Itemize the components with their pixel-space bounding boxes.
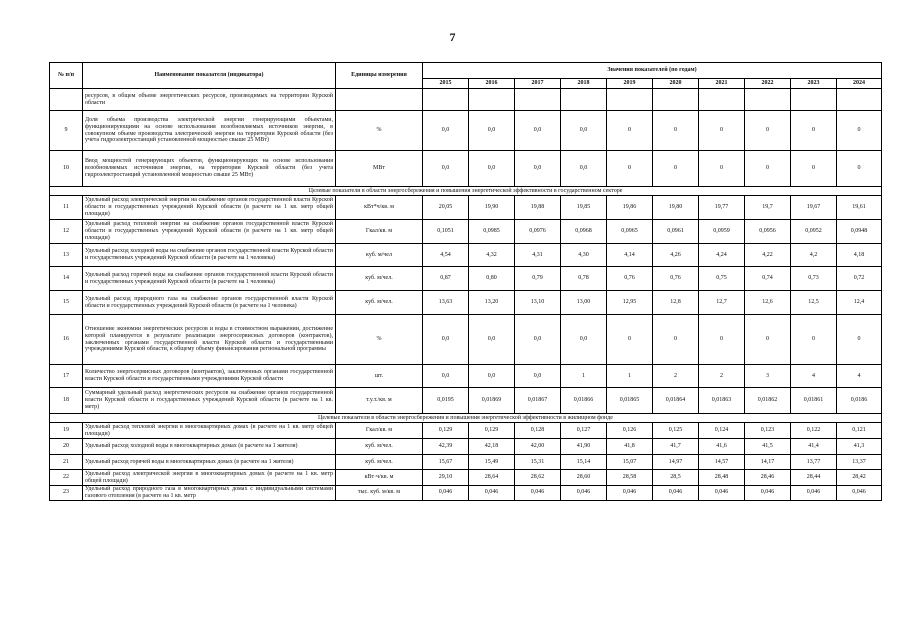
value-cell: 19,61 (837, 196, 882, 220)
table-row (50, 439, 882, 455)
row-number: 17 (50, 365, 83, 388)
value-cell: 19,67 (791, 196, 837, 220)
value-cell: 19,7 (745, 196, 791, 220)
unit-cell: куб. м/чел. (336, 439, 423, 455)
unit-cell: % (336, 315, 423, 365)
row-number: 13 (50, 244, 83, 267)
value-cell: 19,77 (699, 196, 745, 220)
row-number: 9 (50, 111, 83, 151)
indicators-table (49, 62, 882, 501)
value-cell: 0,046 (607, 486, 653, 501)
indicator-name: Доля объема производства электрической энергии генерирующими объектами, функционирующими на основе использования возобновляемых источников энергии, в совокупном объеме производства электрической энергии на территории Курской области (без учета гидроэлектростанций установленной мощностью свыше 25 МВт) (83, 111, 336, 151)
value-cell: 0 (837, 111, 882, 151)
unit-cell: куб. м/чел. (336, 267, 423, 291)
value-cell: 0 (653, 111, 699, 151)
value-cell (745, 89, 791, 111)
value-cell: 0,046 (699, 486, 745, 501)
unit-cell: куб. м/чел. (336, 455, 423, 470)
value-cell: 0,122 (791, 423, 837, 439)
value-cell: 20,05 (423, 196, 469, 220)
section-row (50, 187, 882, 196)
value-cell: 0 (607, 315, 653, 365)
value-cell: 41,4 (791, 439, 837, 455)
row-number: 21 (50, 455, 83, 470)
value-cell: 0,0 (515, 365, 561, 388)
value-cell: 41,5 (745, 439, 791, 455)
value-cell (469, 89, 515, 111)
value-cell: 0,0 (469, 111, 515, 151)
value-cell: 0 (791, 151, 837, 187)
value-cell: 12,6 (745, 291, 791, 315)
value-cell: 0,125 (653, 423, 699, 439)
value-cell: 0 (745, 151, 791, 187)
value-cell: 0,72 (837, 267, 882, 291)
table-row (50, 291, 882, 315)
unit-cell: кВт*ч/кв. м (336, 196, 423, 220)
table-row (50, 111, 882, 151)
value-cell: 0,127 (561, 423, 607, 439)
value-cell: 4,31 (515, 244, 561, 267)
indicator-name: Удельный расход электрической энергии в многоквартирных домах (в расчете на 1 кв. метр общей площади) (83, 470, 336, 486)
indicator-name: Отношение экономии энергетических ресурсов и воды в стоимостном выражении, достижение которой планируется в результате реализации энергосервисных договоров (контрактов), заключенных органами государственной власти Курской области и государственными учреждениями Курской области, к общему объему финансирования региональной программы (83, 315, 336, 365)
unit-cell: т.у.т./кв. м (336, 388, 423, 414)
value-cell: 15,14 (561, 455, 607, 470)
value-cell: 41,90 (561, 439, 607, 455)
value-cell: 0,0 (515, 111, 561, 151)
value-cell: 4,14 (607, 244, 653, 267)
row-number (50, 89, 83, 111)
value-cell: 0,0 (469, 365, 515, 388)
row-number: 23 (50, 486, 83, 501)
value-cell: 0,129 (469, 423, 515, 439)
row-number: 14 (50, 267, 83, 291)
indicator-name: Удельный расход тепловой энергии на снабжение органов государственной власти Курской области и государственных учреждений Курской области (в расчете на 1 кв. метр общей площади) (83, 220, 336, 244)
table-row (50, 244, 882, 267)
value-cell (653, 89, 699, 111)
value-cell: 0,0195 (423, 388, 469, 414)
value-cell (699, 89, 745, 111)
header-values: Значения показателей (по годам) (423, 63, 882, 79)
value-cell: 42,39 (423, 439, 469, 455)
row-number: 12 (50, 220, 83, 244)
value-cell: 0,0956 (745, 220, 791, 244)
value-cell (515, 89, 561, 111)
section-title: Целевые показатели в области энергосбережения и повышения энергетической эффективности в государственном секторе (50, 187, 882, 196)
value-cell: 0,0 (469, 315, 515, 365)
value-cell: 28,58 (607, 470, 653, 486)
value-cell: 4,22 (745, 244, 791, 267)
value-cell: 41,7 (653, 439, 699, 455)
indicator-name: Удельный расход горячей воды на снабжение органов государственной власти Курской области и государственных учреждений Курской области (в расчете на 1 человека) (83, 267, 336, 291)
value-cell: 0,80 (469, 267, 515, 291)
value-cell: 0,01864 (653, 388, 699, 414)
value-cell: 0,0959 (699, 220, 745, 244)
value-cell: 0 (745, 315, 791, 365)
value-cell: 0 (607, 111, 653, 151)
value-cell: 0,01866 (561, 388, 607, 414)
value-cell: 15,31 (515, 455, 561, 470)
section-title: Целевые показатели в области энергосбережения и повышения энергетической эффективности в жилищном фонде (50, 414, 882, 423)
table-row (50, 151, 882, 187)
header-year: 2017 (515, 79, 561, 89)
value-cell: 0 (791, 315, 837, 365)
value-cell: 4,30 (561, 244, 607, 267)
value-cell: 0,046 (423, 486, 469, 501)
indicator-name: Удельный расход природного газа на снабжение органов государственной власти Курской области и государственных учреждений Курской области (в расчете на 1 человека) (83, 291, 336, 315)
header-year: 2024 (837, 79, 882, 89)
row-number: 15 (50, 291, 83, 315)
header-unit: Единицы измерения (336, 63, 423, 89)
unit-cell: Гкал/кв. м (336, 423, 423, 439)
header-name: Наименование показателя (индикатора) (83, 63, 336, 89)
value-cell: 0 (699, 111, 745, 151)
value-cell: 13,10 (515, 291, 561, 315)
value-cell: 0 (607, 151, 653, 187)
indicator-name: Удельный расход электрической энергии на снабжение органов государственной власти Курской области и государственных учреждений Курской области (в расчете на 1 кв. метр общей площади) (83, 196, 336, 220)
value-cell: 0,124 (699, 423, 745, 439)
value-cell: 0 (699, 151, 745, 187)
table-body (50, 89, 882, 501)
table-row (50, 423, 882, 439)
value-cell: 4 (791, 365, 837, 388)
value-cell: 0,79 (515, 267, 561, 291)
value-cell: 0,01861 (791, 388, 837, 414)
value-cell: 0,0 (515, 315, 561, 365)
unit-cell: тыс. куб. м/кв. м (336, 486, 423, 501)
section-row (50, 414, 882, 423)
value-cell: 0 (791, 111, 837, 151)
table-row (50, 455, 882, 470)
header-year: 2015 (423, 79, 469, 89)
value-cell: 28,42 (837, 470, 882, 486)
value-cell: 0,0976 (515, 220, 561, 244)
value-cell: 3 (745, 365, 791, 388)
value-cell: 41,8 (607, 439, 653, 455)
value-cell: 0,046 (791, 486, 837, 501)
value-cell: 19,90 (469, 196, 515, 220)
indicator-name: Удельный расход холодной воды на снабжение органов государственной власти Курской области и государственных учреждений Курской области (в расчете на 1 человека) (83, 244, 336, 267)
unit-cell (336, 89, 423, 111)
value-cell: 0 (837, 151, 882, 187)
value-cell: 0 (653, 151, 699, 187)
table-row (50, 486, 882, 501)
value-cell: 2 (699, 365, 745, 388)
value-cell: 0,01869 (469, 388, 515, 414)
value-cell: 0 (653, 315, 699, 365)
value-cell (607, 89, 653, 111)
value-cell: 0,01867 (515, 388, 561, 414)
header-year: 2020 (653, 79, 699, 89)
value-cell (791, 89, 837, 111)
value-cell: 4,2 (791, 244, 837, 267)
value-cell: 0,046 (561, 486, 607, 501)
value-cell: 0,129 (423, 423, 469, 439)
unit-cell: МВт (336, 151, 423, 187)
header-year: 2016 (469, 79, 515, 89)
value-cell: 0,01863 (699, 388, 745, 414)
value-cell: 0,0 (423, 151, 469, 187)
value-cell: 13,77 (791, 455, 837, 470)
value-cell: 28,44 (791, 470, 837, 486)
indicator-name: Удельный расход природного газа в многоквартирных домах с индивидуальными системами газового отопления (в расчете на 1 кв. метр (83, 486, 336, 501)
unit-cell: % (336, 111, 423, 151)
value-cell: 0,0985 (469, 220, 515, 244)
unit-cell: Гкал/кв. м (336, 220, 423, 244)
value-cell: 13,00 (561, 291, 607, 315)
value-cell: 0,76 (653, 267, 699, 291)
table-header (50, 63, 882, 89)
value-cell: 0,01865 (607, 388, 653, 414)
value-cell: 28,64 (469, 470, 515, 486)
value-cell: 14,57 (699, 455, 745, 470)
header-year: 2018 (561, 79, 607, 89)
value-cell: 0,0 (423, 111, 469, 151)
row-number: 10 (50, 151, 83, 187)
value-cell: 28,48 (699, 470, 745, 486)
table-row (50, 267, 882, 291)
header-year: 2022 (745, 79, 791, 89)
value-cell: 4,26 (653, 244, 699, 267)
value-cell: 0,73 (791, 267, 837, 291)
value-cell: 28,62 (515, 470, 561, 486)
table-row (50, 365, 882, 388)
value-cell: 0,0 (561, 111, 607, 151)
value-cell: 0,78 (561, 267, 607, 291)
value-cell: 4,24 (699, 244, 745, 267)
value-cell: 19,88 (515, 196, 561, 220)
value-cell: 4 (837, 365, 882, 388)
value-cell: 0,046 (745, 486, 791, 501)
row-number: 18 (50, 388, 83, 414)
value-cell: 0,0 (561, 151, 607, 187)
value-cell: 13,20 (469, 291, 515, 315)
indicator-name: Количество энергосервисных договоров (контрактов), заключенных органами государственной власти Курской области и государственными учреждениями Курской области (83, 365, 336, 388)
table-row (50, 470, 882, 486)
value-cell (423, 89, 469, 111)
value-cell: 28,60 (561, 470, 607, 486)
value-cell: 0,126 (607, 423, 653, 439)
value-cell (561, 89, 607, 111)
indicator-name: Удельный расход тепловой энергии в многоквартирных домах (в расчете на 1 кв. метр общей площади) (83, 423, 336, 439)
value-cell (837, 89, 882, 111)
value-cell: 0,046 (515, 486, 561, 501)
value-cell: 14,97 (653, 455, 699, 470)
value-cell: 28,5 (653, 470, 699, 486)
value-cell: 14,17 (745, 455, 791, 470)
value-cell: 12,95 (607, 291, 653, 315)
value-cell: 41,3 (837, 439, 882, 455)
value-cell: 0,0 (423, 315, 469, 365)
row-number: 16 (50, 315, 83, 365)
table-row (50, 196, 882, 220)
value-cell: 0,121 (837, 423, 882, 439)
indicator-name: Удельный расход холодной воды в многоквартирных домах (в расчете на 1 жителя) (83, 439, 336, 455)
value-cell: 0,75 (699, 267, 745, 291)
header-year: 2021 (699, 79, 745, 89)
value-cell: 0,0948 (837, 220, 882, 244)
value-cell: 15,49 (469, 455, 515, 470)
value-cell: 0,0 (561, 315, 607, 365)
value-cell: 1 (561, 365, 607, 388)
value-cell: 19,86 (607, 196, 653, 220)
value-cell: 0,01862 (745, 388, 791, 414)
value-cell: 29,10 (423, 470, 469, 486)
indicator-name: Удельный расход горячей воды в многоквартирных домах (в расчете на 1 жителя) (83, 455, 336, 470)
row-number: 22 (50, 470, 83, 486)
table-row (50, 315, 882, 365)
unit-cell: кВт·ч/кв. м (336, 470, 423, 486)
value-cell: 13,37 (837, 455, 882, 470)
value-cell: 12,8 (653, 291, 699, 315)
value-cell: 0,1051 (423, 220, 469, 244)
value-cell: 0,0 (515, 151, 561, 187)
value-cell: 0,0965 (607, 220, 653, 244)
value-cell: 41,6 (699, 439, 745, 455)
value-cell: 12,5 (791, 291, 837, 315)
value-cell: 15,07 (607, 455, 653, 470)
value-cell: 0,046 (837, 486, 882, 501)
value-cell: 13,63 (423, 291, 469, 315)
value-cell: 0,123 (745, 423, 791, 439)
table-row (50, 388, 882, 414)
header-num: № п/п (50, 63, 83, 89)
header-year: 2023 (791, 79, 837, 89)
row-number: 11 (50, 196, 83, 220)
unit-cell: куб. м/чел (336, 244, 423, 267)
value-cell: 0,046 (469, 486, 515, 501)
indicator-name: Ввод мощностей генерирующих объектов, функционирующих на основе использования возобновляемых источников энергии, на территории Курской области (без учета гидроэлектростанций установленной мощностью свыше 25 МВт) (83, 151, 336, 187)
value-cell: 0 (837, 315, 882, 365)
page-number: 7 (449, 30, 456, 44)
value-cell: 12,7 (699, 291, 745, 315)
value-cell: 19,85 (561, 196, 607, 220)
value-cell: 0,0952 (791, 220, 837, 244)
value-cell: 12,4 (837, 291, 882, 315)
table-row (50, 89, 882, 111)
unit-cell: шт. (336, 365, 423, 388)
value-cell: 1 (607, 365, 653, 388)
value-cell: 0,74 (745, 267, 791, 291)
table-row (50, 220, 882, 244)
value-cell: 4,18 (837, 244, 882, 267)
value-cell: 0,0186 (837, 388, 882, 414)
value-cell: 0,0961 (653, 220, 699, 244)
value-cell: 0,76 (607, 267, 653, 291)
value-cell: 0 (745, 111, 791, 151)
value-cell: 0,0968 (561, 220, 607, 244)
value-cell: 4,32 (469, 244, 515, 267)
value-cell: 0,046 (653, 486, 699, 501)
value-cell: 0,0 (423, 365, 469, 388)
indicator-name: ресурсов, в общем объеме энергетических ресурсов, производимых на территории Курской области (83, 89, 336, 111)
indicator-name: Суммарный удельный расход энергетических ресурсов на снабжение органов государственной власти Курской области и государственных учреждений Курской области (в расчете на 1 кв. метр) (83, 388, 336, 414)
header-year: 2019 (607, 79, 653, 89)
value-cell: 42,18 (469, 439, 515, 455)
row-number: 20 (50, 439, 83, 455)
value-cell: 0 (699, 315, 745, 365)
value-cell: 28,46 (745, 470, 791, 486)
value-cell: 0,0 (469, 151, 515, 187)
value-cell: 2 (653, 365, 699, 388)
row-number: 19 (50, 423, 83, 439)
value-cell: 0,128 (515, 423, 561, 439)
value-cell: 4,54 (423, 244, 469, 267)
value-cell: 15,67 (423, 455, 469, 470)
value-cell: 0,87 (423, 267, 469, 291)
unit-cell: куб. м/чел. (336, 291, 423, 315)
value-cell: 42,00 (515, 439, 561, 455)
value-cell: 19,80 (653, 196, 699, 220)
